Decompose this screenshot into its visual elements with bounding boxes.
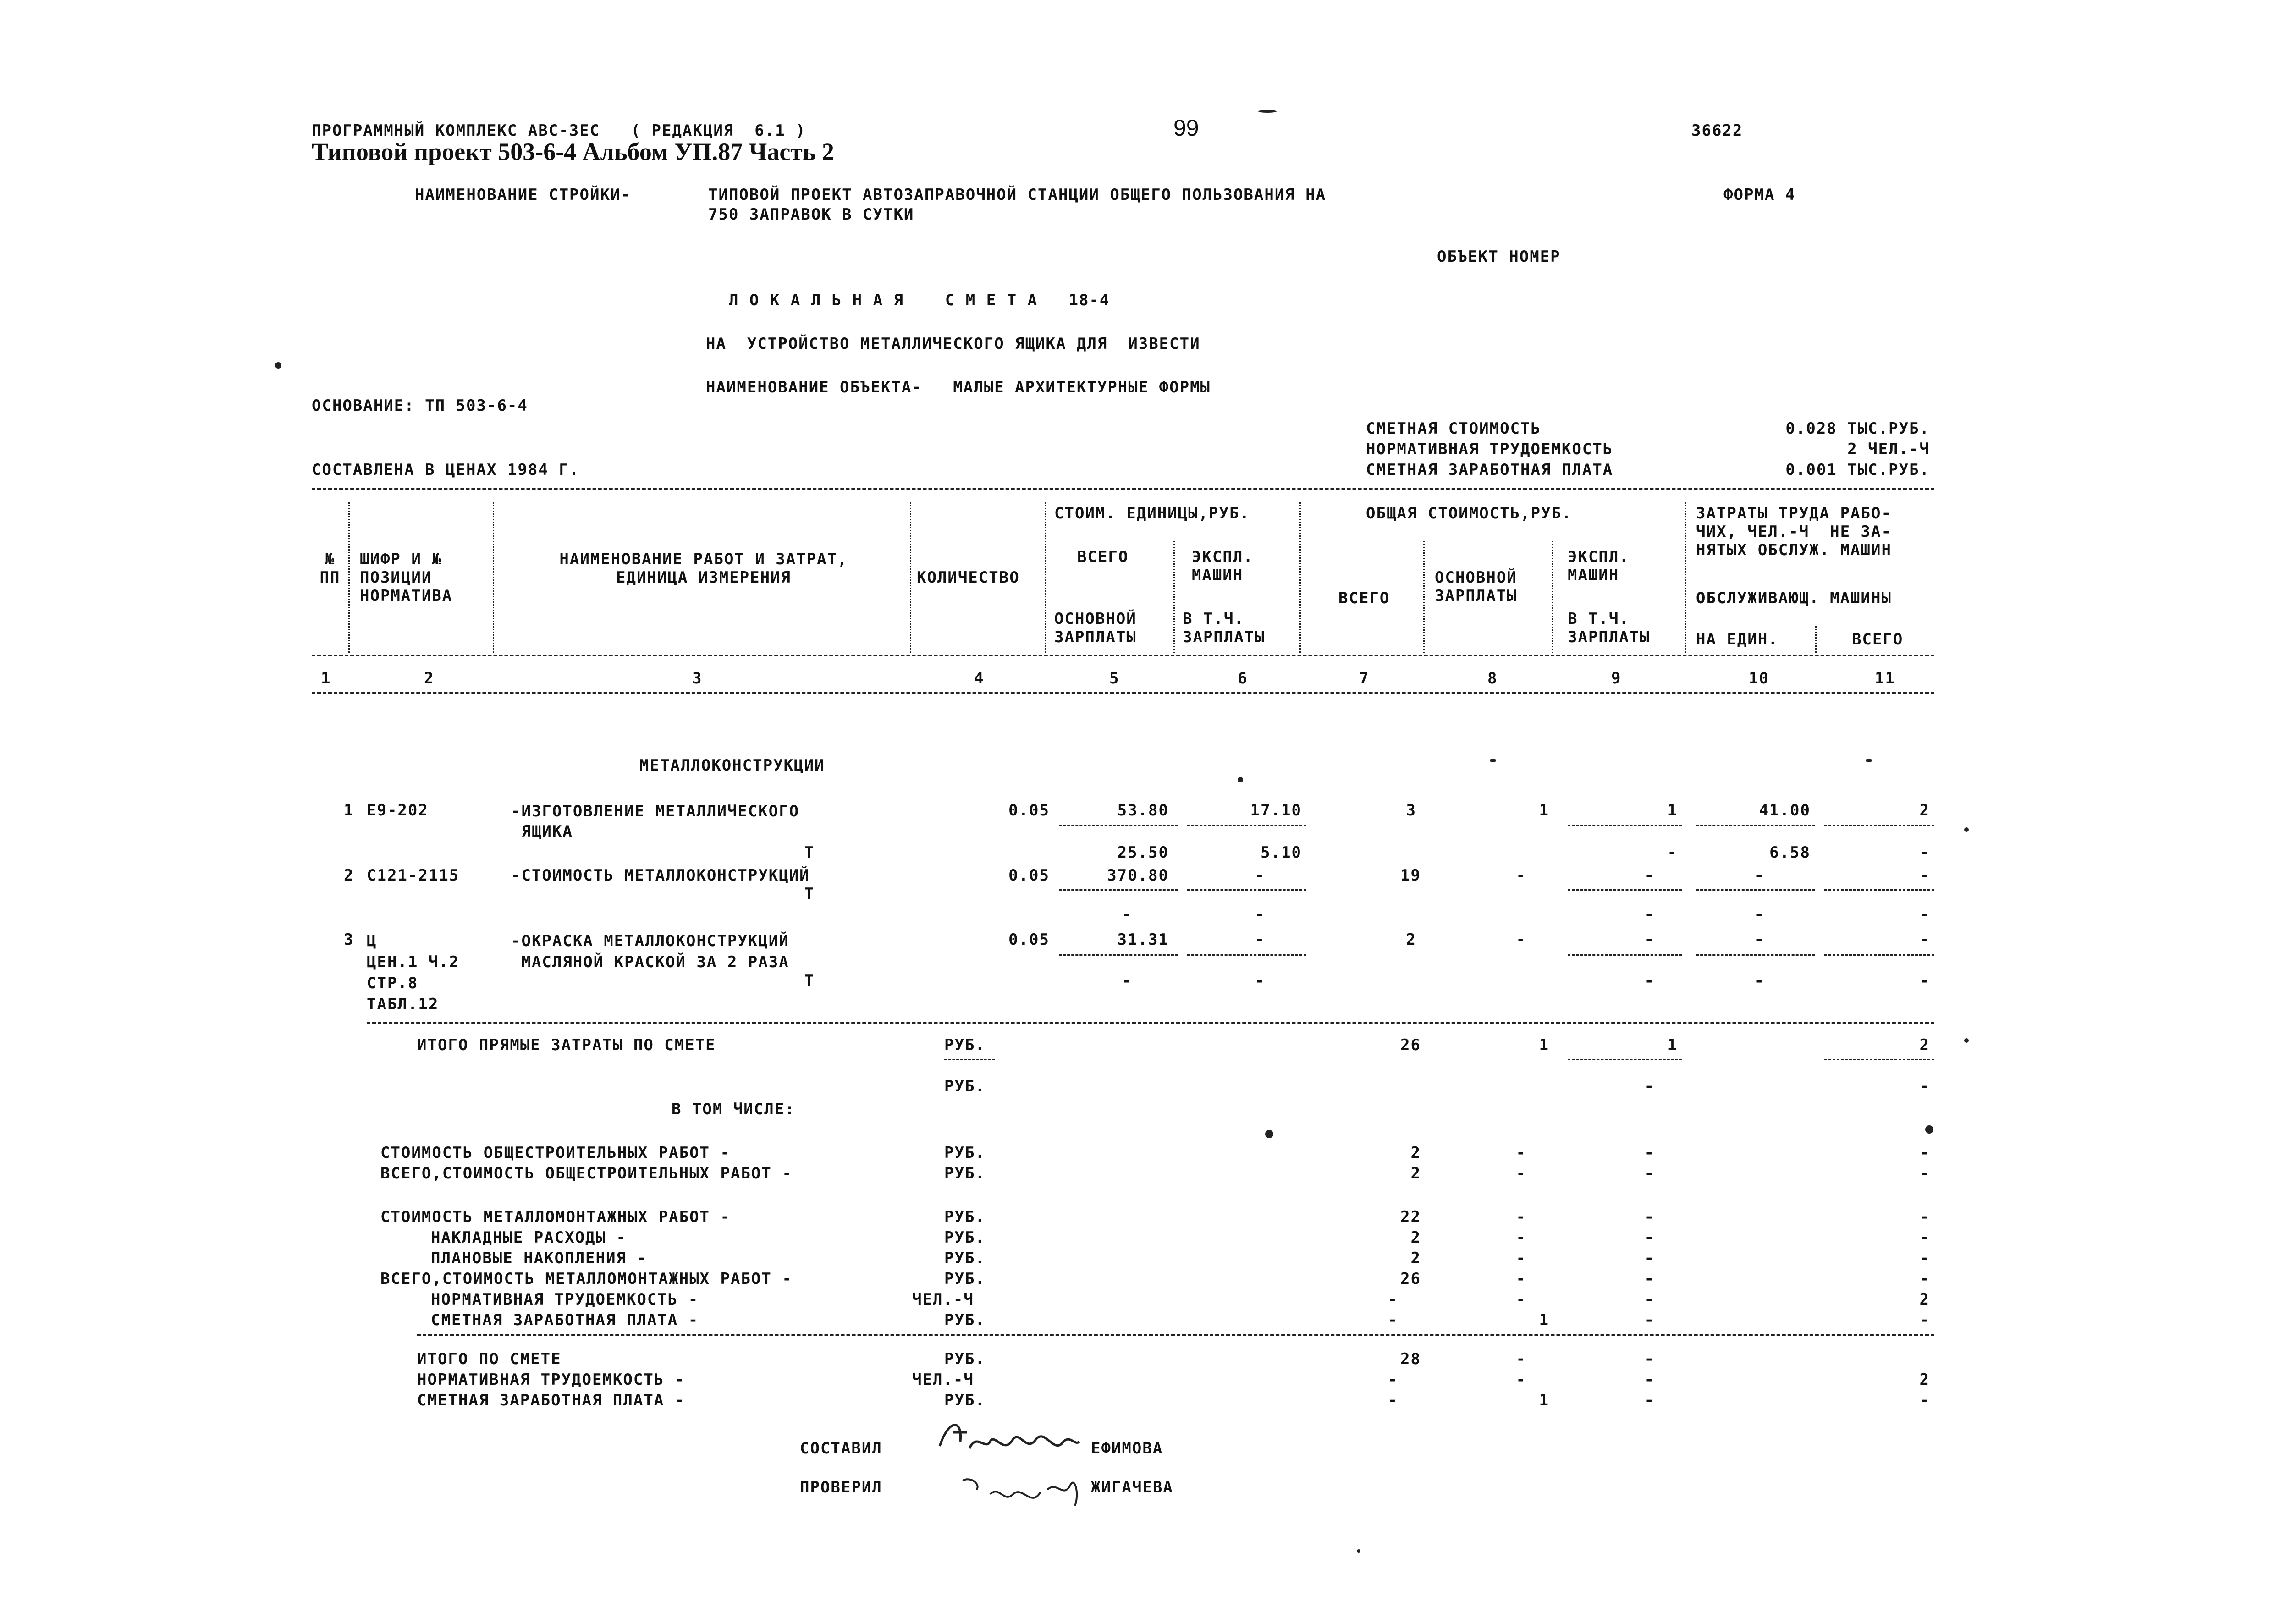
rule [1568,1059,1682,1060]
rule [1187,889,1306,891]
row-unit-machines-wage: 5.10 [1261,843,1302,862]
row-total: 3 [1406,801,1416,820]
col-num: 5 [1109,669,1120,688]
rule [1059,889,1178,891]
total-labor: 2 [1919,1290,1930,1309]
rule [367,1022,1934,1024]
col-header-total-all: ВСЕГО [1338,589,1390,607]
col-header-labor-unit: НА ЕДИН. [1696,630,1778,649]
summary-label: СМЕТНАЯ СТОИМОСТЬ [1366,419,1541,438]
col-header-total-wage: ОСНОВНОЙ ЗАРПЛАТЫ [1435,568,1517,605]
total-unit: РУБ. [944,1164,986,1183]
total-value: 2 [1410,1164,1421,1183]
total-machines: - [1644,1144,1655,1162]
direct-wage: 1 [1539,1036,1549,1054]
divider [1299,502,1301,653]
speck [1357,1549,1360,1553]
row-t-marker: Т [804,885,815,903]
col-header-code: ШИФР И № ПОЗИЦИИ НОРМАТИВА [360,550,453,605]
col-header-unit-total: ВСЕГО [1077,548,1129,566]
row-t-marker: Т [804,972,815,990]
construction-name-2: 750 ЗАПРАВОК В СУТКИ [708,205,914,224]
final-machines: - [1644,1350,1655,1368]
row-unit-machines-wage: - [1255,905,1265,924]
direct-unit: РУБ. [944,1036,986,1054]
col-header-unit-machines-wage: В Т.Ч. ЗАРПЛАТЫ [1183,610,1265,646]
divider [1685,502,1686,653]
summary-label: НОРМАТИВНАЯ ТРУДОЕМКОСТЬ [1366,440,1613,458]
project-title: Типовой проект 503-6-4 Альбом УП.87 Часть 2 [312,138,834,165]
rule [1824,889,1934,891]
row-unit-total: 31.31 [1117,930,1169,949]
total-unit: ЧЕЛ.-Ч [912,1290,974,1309]
final-unit: РУБ. [944,1350,986,1368]
total-machines: - [1644,1208,1655,1226]
total-wage: - [1516,1164,1526,1183]
row-machines: 1 [1667,801,1678,820]
total-wage: 1 [1539,1311,1549,1329]
rule [312,692,1934,694]
col-num: 2 [424,669,435,688]
total-wage: - [1516,1249,1526,1267]
row-unit-wage: 25.50 [1117,843,1169,862]
row-labor-unit: - [1754,866,1765,885]
final-machines: - [1644,1391,1655,1409]
col-header-labor: ЗАТРАТЫ ТРУДА РАБО- ЧИХ, ЧЕЛ.-Ч НЕ ЗА- НЯТЫХ ОБСЛУЖ. МАШИН [1696,504,1892,559]
row-machines-wage: - [1644,972,1655,990]
row-unit-wage: - [1122,972,1132,990]
total-machines: - [1644,1311,1655,1329]
rule [1059,825,1178,826]
row-no: 1 [344,801,354,820]
estimate-title: Л О К А Л Ь Н А Я С М Е Т А 18-4 [729,291,1110,309]
summary-value: 2 ЧЕЛ.-Ч [1847,440,1930,458]
direct-machines: 1 [1667,1036,1678,1054]
estimate-subject: НА УСТРОЙСТВО МЕТАЛЛИЧЕСКОГО ЯЩИКА ДЛЯ ИЗВЕСТИ [706,335,1200,353]
total-unit: РУБ. [944,1228,986,1247]
row-machines-wage: - [1644,905,1655,924]
final-wage: - [1516,1371,1526,1389]
direct-labor: 2 [1919,1036,1930,1054]
col-header-total-machines-wage: В Т.Ч. ЗАРПЛАТЫ [1568,610,1650,646]
col-num: 3 [692,669,703,688]
row-labor-unit: 41.00 [1759,801,1811,820]
final-wage: 1 [1539,1391,1549,1409]
row-labor-machines-total: - [1919,843,1930,862]
speck [1964,827,1969,832]
row-labor-machines-total: - [1919,905,1930,924]
summary-value: 0.028 ТЫС.РУБ. [1785,419,1930,438]
total-wage: - [1516,1208,1526,1226]
row-total: 2 [1406,930,1416,949]
col-header-name: НАИМЕНОВАНИЕ РАБОТ И ЗАТРАТ, ЕДИНИЦА ИЗМЕРЕНИЯ [559,550,848,587]
total-labor: - [1919,1270,1930,1288]
total-wage: - [1516,1144,1526,1162]
object-number: ОБЪЕКТ НОМЕР [1437,248,1561,266]
direct-machines-wage: - [1644,1077,1655,1096]
basis: ОСНОВАНИЕ: ТП 503-6-4 [312,396,528,415]
final-labor: 2 [1919,1371,1930,1389]
row-labor-machines-unit: 6.58 [1769,843,1811,862]
row-code: Е9-202 [367,801,429,820]
total-label: НОРМАТИВНАЯ ТРУДОЕМКОСТЬ - [431,1290,699,1309]
direct-labor-machines: - [1919,1077,1930,1096]
checked-name: ЖИГАЧЕВА [1091,1478,1173,1497]
form-label: ФОРМА 4 [1723,186,1796,204]
row-wage: 1 [1539,801,1549,820]
col-num: 7 [1359,669,1370,688]
summary-label: СМЕТНАЯ ЗАРАБОТНАЯ ПЛАТА [1366,461,1613,479]
divider [348,502,350,653]
rule [312,488,1934,490]
price-level: СОСТАВЛЕНА В ЦЕНАХ 1984 Г. [312,461,580,479]
row-unit-machines: - [1255,866,1265,885]
compiled-signature [935,1414,1086,1464]
total-labor: - [1919,1208,1930,1226]
final-value: - [1388,1371,1398,1389]
total-label: НАКЛАДНЫЕ РАСХОДЫ - [431,1228,627,1247]
col-header-unit-machines: ЭКСПЛ. МАШИН [1192,548,1254,584]
final-wage: - [1516,1350,1526,1368]
row-labor-total: - [1919,866,1930,885]
object-name: НАИМЕНОВАНИЕ ОБЪЕКТА- МАЛЫЕ АРХИТЕКТУРНЫЕ ФОРМЫ [706,378,1211,396]
final-label: СМЕТНАЯ ЗАРАБОТНАЯ ПЛАТА - [417,1391,685,1409]
total-value: 26 [1400,1270,1421,1288]
rule [1187,825,1306,826]
row-unit-total: 53.80 [1117,801,1169,820]
total-unit: РУБ. [944,1144,986,1162]
row-qty: 0.05 [1008,930,1050,949]
col-num: 4 [974,669,985,688]
col-num: 9 [1611,669,1622,688]
total-value: 2 [1410,1228,1421,1247]
row-unit-machines: 17.10 [1250,801,1302,820]
rule [1824,825,1934,826]
total-label: ВСЕГО,СТОИМОСТЬ ОБЩЕСТРОИТЕЛЬНЫХ РАБОТ - [380,1164,793,1183]
total-wage: - [1516,1228,1526,1247]
row-unit-machines-wage: - [1255,972,1265,990]
final-value: - [1388,1391,1398,1409]
row-labor-unit: - [1754,930,1765,949]
total-machines: - [1644,1249,1655,1267]
total-value: 2 [1410,1249,1421,1267]
speck [1490,759,1496,762]
final-label: НОРМАТИВНАЯ ТРУДОЕМКОСТЬ - [417,1371,685,1389]
construction-label: НАИМЕНОВАНИЕ СТРОЙКИ- [415,186,631,204]
row-qty: 0.05 [1008,801,1050,820]
compiled-label: СОСТАВИЛ [800,1439,882,1458]
direct-total: 26 [1400,1036,1421,1054]
total-machines: - [1644,1164,1655,1183]
compiled-name: ЕФИМОВА [1091,1439,1163,1458]
total-labor: - [1919,1164,1930,1183]
row-unit-total: 370.80 [1107,866,1169,885]
rule [312,655,1934,656]
row-wage: - [1516,866,1526,885]
final-machines: - [1644,1371,1655,1389]
speck [1866,759,1872,762]
col-header-unit-cost: СТОИМ. ЕДИНИЦЫ,РУБ. [1054,504,1250,523]
col-header-unit-wage: ОСНОВНОЙ ЗАРПЛАТЫ [1054,610,1137,646]
total-label: СТОИМОСТЬ ОБЩЕСТРОИТЕЛЬНЫХ РАБОТ - [380,1144,731,1162]
direct-unit: РУБ. [944,1077,986,1096]
summary-value: 0.001 ТЫС.РУБ. [1785,461,1930,479]
row-labor-total: 2 [1919,801,1930,820]
row-no: 2 [344,866,354,885]
total-machines: - [1644,1290,1655,1309]
speck [1258,110,1277,113]
rule [1696,954,1815,956]
section-title: МЕТАЛЛОКОНСТРУКЦИИ [639,756,825,775]
total-wage: - [1516,1270,1526,1288]
page-number: 99 [1173,115,1199,141]
total-label: СМЕТНАЯ ЗАРАБОТНАЯ ПЛАТА - [431,1311,699,1329]
divider [1045,502,1046,653]
divider [1173,541,1175,653]
total-unit: РУБ. [944,1270,986,1288]
col-header-qty: КОЛИЧЕСТВО [917,568,1020,587]
row-wage: - [1516,930,1526,949]
total-unit: РУБ. [944,1249,986,1267]
total-label: СТОИМОСТЬ МЕТАЛЛОМОНТАЖНЫХ РАБОТ - [380,1208,731,1226]
row-machines-wage: - [1667,843,1678,862]
doc-code: 36622 [1691,121,1743,140]
total-value: 22 [1400,1208,1421,1226]
col-num: 8 [1487,669,1498,688]
divider [1815,626,1817,653]
checked-signature [958,1467,1096,1517]
final-unit: РУБ. [944,1391,986,1409]
speck [1265,1130,1273,1138]
rule [1568,954,1682,956]
speck [1964,1038,1969,1043]
rule [944,1059,995,1060]
total-value: - [1388,1311,1398,1329]
rule [1568,889,1682,891]
total-wage: - [1516,1290,1526,1309]
col-header-total-cost: ОБЩАЯ СТОИМОСТЬ,РУБ. [1366,504,1572,523]
col-header-labor-machines: ОБСЛУЖИВАЮЩ. МАШИНЫ [1696,589,1892,607]
row-labor-machines-total: - [1919,972,1930,990]
final-labor: - [1919,1391,1930,1409]
total-value: 2 [1410,1144,1421,1162]
col-num: 6 [1238,669,1248,688]
speck [1925,1125,1933,1134]
row-name: -ИЗГОТОВЛЕНИЕ МЕТАЛЛИЧЕСКОГО ЯЩИКА [511,802,800,841]
total-value: - [1388,1290,1398,1309]
final-value: 28 [1400,1350,1421,1368]
rule [1059,954,1178,956]
row-machines: - [1644,866,1655,885]
total-unit: РУБ. [944,1311,986,1329]
rule [1824,954,1934,956]
total-machines: - [1644,1270,1655,1288]
col-num: 10 [1749,669,1769,688]
row-t-marker: Т [804,843,815,862]
total-labor: - [1919,1249,1930,1267]
row-name: -ОКРАСКА МЕТАЛЛОКОНСТРУКЦИЙ МАСЛЯНОЙ КРАСКОЙ ЗА 2 РАЗА [511,932,789,971]
divider [1552,541,1553,653]
col-num: 11 [1875,669,1895,688]
construction-name-1: ТИПОВОЙ ПРОЕКТ АВТОЗАПРАВОЧНОЙ СТАНЦИИ ОБЩЕГО ПОЛЬЗОВАНИЯ НА [708,186,1327,204]
row-qty: 0.05 [1008,866,1050,885]
col-header-no: № ПП [319,550,341,587]
final-unit: ЧЕЛ.-Ч [912,1371,974,1389]
including-label: В ТОМ ЧИСЛЕ: [672,1100,795,1118]
direct-label: ИТОГО ПРЯМЫЕ ЗАТРАТЫ ПО СМЕТЕ [417,1036,716,1054]
divider [910,502,911,653]
speck [275,362,281,369]
row-total: 19 [1400,866,1421,885]
divider [493,502,494,653]
row-unit-wage: - [1122,905,1132,924]
rule [1696,889,1815,891]
final-label: ИТОГО ПО СМЕТЕ [417,1350,562,1368]
row-no: 3 [344,930,354,949]
rule [417,1334,1934,1336]
row-labor-machines-unit: - [1754,905,1765,924]
col-header-labor-total: ВСЕГО [1852,630,1904,649]
divider [1423,541,1425,653]
row-machines: - [1644,930,1655,949]
rule [1568,825,1682,826]
total-labor: - [1919,1228,1930,1247]
total-machines: - [1644,1228,1655,1247]
total-labor: - [1919,1311,1930,1329]
col-header-total-machines: ЭКСПЛ. МАШИН [1568,548,1630,584]
total-label: ВСЕГО,СТОИМОСТЬ МЕТАЛЛОМОНТАЖНЫХ РАБОТ - [380,1270,793,1288]
total-label: ПЛАНОВЫЕ НАКОПЛЕНИЯ - [431,1249,647,1267]
row-code: С121-2115 [367,866,460,885]
row-labor-machines-unit: - [1754,972,1765,990]
rule [1824,1059,1934,1060]
col-num: 1 [321,669,331,688]
row-code: Ц ЦЕН.1 Ч.2 СТР.8 ТАБЛ.12 [367,932,460,1013]
row-labor-total: - [1919,930,1930,949]
program-line: ПРОГРАММНЫЙ КОМПЛЕКС АВС-ЗЕС ( РЕДАКЦИЯ 6.1 ) [312,121,806,140]
checked-label: ПРОВЕРИЛ [800,1478,882,1497]
rule [1187,954,1306,956]
speck [1238,777,1243,782]
total-labor: - [1919,1144,1930,1162]
total-unit: РУБ. [944,1208,986,1226]
rule [1696,825,1815,826]
row-name: -СТОИМОСТЬ МЕТАЛЛОКОНСТРУКЦИЙ [511,866,810,885]
row-unit-machines: - [1255,930,1265,949]
